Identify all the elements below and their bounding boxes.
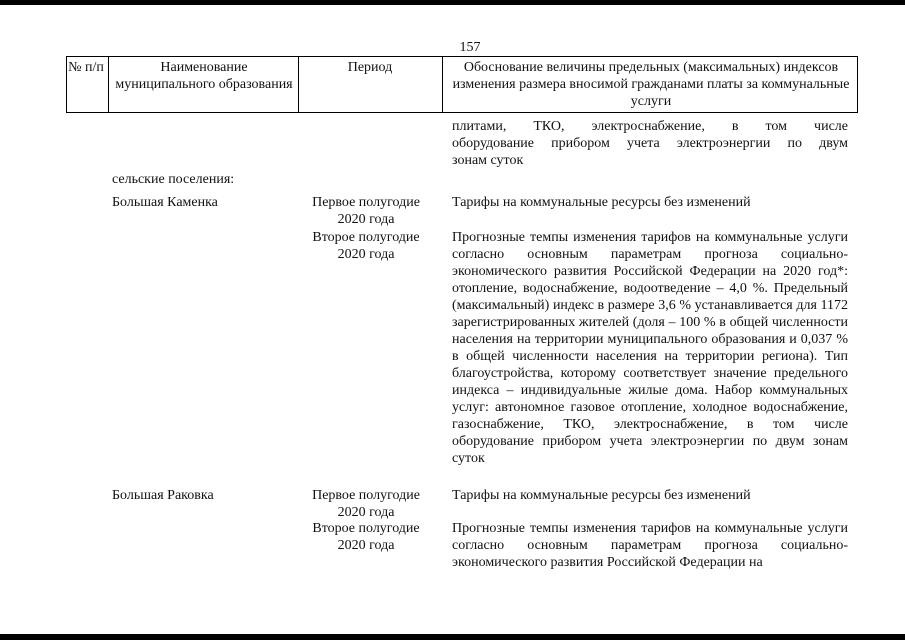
basis-text: Прогнозные темпы изменения тарифов на коммунальные услуги согласно основным параметрам прогноза социально-экономического развития Российской Федерации на 2020 год*: отопление, водоснабжение, водоотведение – 4,0 %. Предельный (максимальный) индекс в размере 3,6 % устанавливается для 1172 зарегистрированных жителей (доля – 100 % в общей численности населения на территории муниципального образования и 0,037 % в общей численности населения на территории региона). Тип благоустройства, которому соответствует значение предельного индекса – индивидуальные жилые дома. Набор коммунальных услуг: автономное газовое отопление, холодное водоснабжение, газоснабжение, ТКО, электроснабжение, в том числе оборудование прибором учета электроэнергии по двум зонам суток — [452, 230, 848, 466]
header-basis-column: Обоснование величины предельных (максимальных) индексов изменения размера вносимой гражданами платы за коммунальные услуги — [452, 60, 850, 109]
continuation-line: плитами, ТКО, электроснабжение, в том числе — [452, 119, 848, 134]
page-number: 157 — [459, 40, 481, 55]
period-second-half: Второе полугодие 2020 года — [312, 230, 420, 262]
basis-text: Тарифы на коммунальные ресурсы без изменений — [452, 195, 751, 210]
scan-border-top — [0, 0, 905, 5]
municipality-name: Большая Каменка — [112, 195, 218, 210]
basis-text: Прогнозные темпы изменения тарифов на коммунальные услуги согласно основным параметрам прогноза социально-экономического развития Российской Федерации на — [452, 521, 848, 570]
table-column-divider — [442, 56, 443, 113]
header-name-column: Наименование муниципального образования — [115, 60, 293, 92]
header-period-column: Период — [347, 60, 393, 75]
basis-text: Тарифы на коммунальные ресурсы без изменений — [452, 488, 751, 503]
table-header-top-border — [66, 56, 858, 57]
table-header-bottom-border — [66, 112, 858, 113]
period-second-half: Второе полугодие 2020 года — [312, 521, 420, 553]
header-number-column: № п/п — [68, 60, 104, 75]
table-column-divider — [108, 56, 109, 113]
continuation-line: зонам суток — [452, 153, 524, 168]
continuation-line: оборудование прибором учета электроэнергии по двум — [452, 136, 848, 151]
scan-border-bottom — [0, 634, 905, 640]
period-first-half: Первое полугодие 2020 года — [312, 488, 420, 520]
period-first-half: Первое полугодие 2020 года — [312, 195, 420, 227]
table-column-divider — [298, 56, 299, 113]
section-label: сельские поселения: — [112, 172, 235, 187]
municipality-name: Большая Раковка — [112, 488, 214, 503]
